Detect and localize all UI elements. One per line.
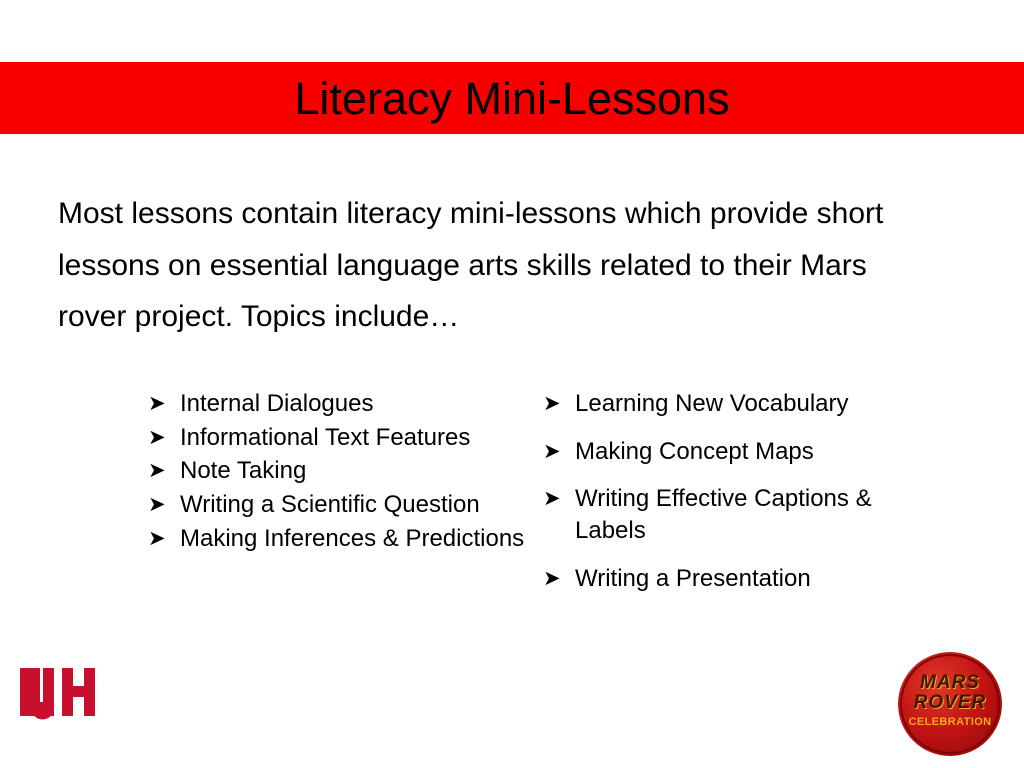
mars-logo-line2: ROVER (913, 692, 987, 713)
bullet-columns (140, 388, 980, 610)
list-item (535, 388, 945, 420)
list-item (140, 455, 525, 487)
list-item (535, 436, 945, 468)
page-title: Literacy Mini-Lessons (294, 72, 730, 124)
arrow-bullet-icon: ➤ (543, 392, 561, 415)
list-item-label: Learning New Vocabulary (575, 390, 849, 417)
arrow-bullet-icon: ➤ (148, 392, 166, 415)
list-item-label: Writing a Presentation (575, 564, 811, 592)
list-item (140, 523, 525, 555)
arrow-bullet-icon: ➤ (543, 487, 561, 511)
arrow-bullet-icon: ➤ (148, 459, 166, 483)
list-item-label: Making Concept Maps (575, 437, 814, 465)
uh-logo (18, 662, 96, 728)
list-item-label: Writing a Scientific Question (180, 491, 480, 519)
arrow-bullet-icon: ➤ (148, 425, 166, 449)
list-item (140, 388, 525, 420)
list-item-label: Note Taking (180, 457, 307, 485)
list-item (140, 489, 525, 521)
list-item-label: Making Inferences & Predictions (180, 524, 525, 552)
title-banner (0, 62, 1024, 134)
bullet-column-right (525, 388, 945, 610)
mars-logo-line3: CELEBRATION (908, 716, 992, 728)
bullet-column-left (140, 388, 525, 610)
mars-rover-celebration-logo (898, 652, 1002, 756)
bullet-list-right (535, 388, 945, 594)
intro-paragraph: Most lessons contain literacy mini-lessons which provide short lessons on essential language arts skills related to their Mars rover project. Topics include… (58, 197, 884, 334)
list-item-label: Writing Effective Captions & Labels (575, 485, 872, 545)
arrow-bullet-icon: ➤ (543, 439, 561, 463)
list-item (140, 422, 525, 454)
arrow-bullet-icon: ➤ (543, 566, 561, 590)
bullet-list-left (140, 388, 525, 554)
list-item-label: Internal Dialogues (180, 390, 374, 417)
arrow-bullet-icon: ➤ (148, 526, 166, 550)
list-item-label: Informational Text Features (180, 423, 471, 451)
arrow-bullet-icon: ➤ (148, 493, 166, 517)
list-item (535, 563, 945, 595)
mars-logo-line1: MARS (920, 672, 980, 693)
list-item (535, 483, 945, 546)
